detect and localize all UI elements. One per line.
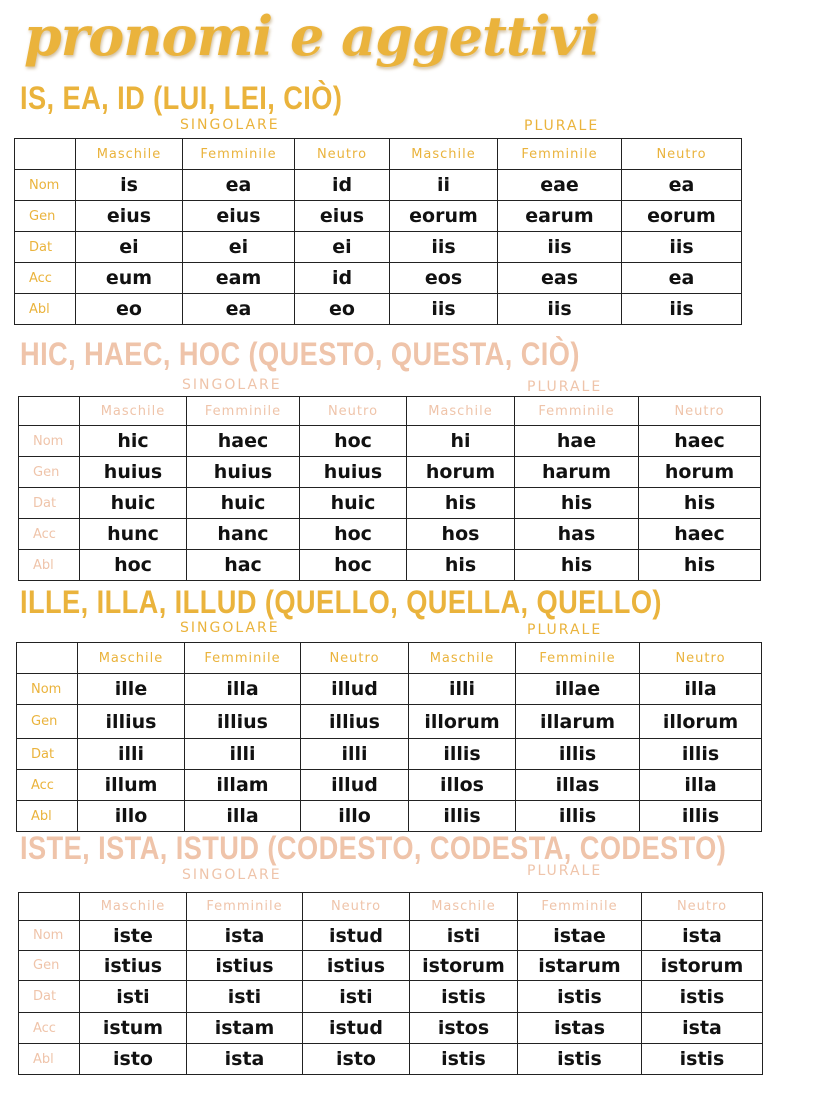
column-header: Neutro bbox=[622, 139, 742, 170]
header-row bbox=[19, 893, 763, 921]
form-cell: istarum bbox=[518, 951, 642, 981]
table-row bbox=[15, 263, 742, 294]
case-label: Dat bbox=[19, 981, 80, 1013]
table-row bbox=[17, 770, 762, 801]
case-label: Acc bbox=[15, 263, 76, 294]
section-heading: IS, EA, ID (LUI, LEI, CIÒ) bbox=[20, 80, 343, 116]
form-cell: haec bbox=[639, 519, 761, 550]
plurale-label: PLURALE bbox=[527, 622, 603, 638]
form-cell: eos bbox=[390, 263, 498, 294]
case-label: Dat bbox=[17, 739, 78, 770]
form-cell: eo bbox=[76, 294, 183, 325]
form-cell: hoc bbox=[300, 519, 407, 550]
column-header: Neutro bbox=[642, 893, 763, 921]
column-header: Maschile bbox=[80, 893, 187, 921]
form-cell: huius bbox=[300, 457, 407, 488]
form-cell: id bbox=[295, 263, 390, 294]
form-cell: ea bbox=[183, 170, 295, 201]
form-cell: illae bbox=[516, 674, 640, 705]
table-row bbox=[19, 1013, 763, 1044]
form-cell: illi bbox=[409, 674, 516, 705]
column-header: Maschile bbox=[410, 893, 518, 921]
form-cell: illarum bbox=[516, 705, 640, 739]
form-cell: illa bbox=[185, 674, 301, 705]
form-cell: istam bbox=[187, 1013, 303, 1044]
form-cell: earum bbox=[498, 201, 622, 232]
form-cell: illius bbox=[185, 705, 301, 739]
form-cell: his bbox=[407, 550, 515, 581]
form-cell: illorum bbox=[640, 705, 762, 739]
column-header: Femminile bbox=[498, 139, 622, 170]
section-heading: ISTE, ISTA, ISTUD (CODESTO, CODESTA, CODESTO) bbox=[20, 830, 727, 866]
table-row bbox=[19, 1044, 763, 1075]
column-header: Maschile bbox=[80, 397, 187, 426]
table-row bbox=[15, 232, 742, 263]
form-cell: huic bbox=[80, 488, 187, 519]
column-header: Femminile bbox=[183, 139, 295, 170]
case-label: Acc bbox=[19, 519, 80, 550]
case-label: Dat bbox=[19, 488, 80, 519]
form-cell: istae bbox=[518, 921, 642, 951]
form-cell: his bbox=[639, 550, 761, 581]
form-cell: istud bbox=[303, 1013, 410, 1044]
form-cell: id bbox=[295, 170, 390, 201]
table-row bbox=[19, 951, 763, 981]
table-row bbox=[19, 981, 763, 1013]
form-cell: iis bbox=[390, 232, 498, 263]
column-header: Femminile bbox=[185, 643, 301, 674]
column-header: Femminile bbox=[518, 893, 642, 921]
form-cell: illis bbox=[516, 739, 640, 770]
form-cell: isti bbox=[187, 981, 303, 1013]
form-cell: his bbox=[407, 488, 515, 519]
declension-table bbox=[18, 396, 761, 581]
form-cell: istorum bbox=[642, 951, 763, 981]
form-cell: illum bbox=[78, 770, 185, 801]
form-cell: hi bbox=[407, 426, 515, 457]
form-cell: eorum bbox=[390, 201, 498, 232]
form-cell: istis bbox=[642, 981, 763, 1013]
form-cell: ea bbox=[622, 263, 742, 294]
page-title: pronomi e aggettivi bbox=[24, 4, 600, 68]
form-cell: illa bbox=[640, 770, 762, 801]
form-cell: eius bbox=[76, 201, 183, 232]
table-row bbox=[17, 705, 762, 739]
table-row bbox=[19, 550, 761, 581]
form-cell: has bbox=[515, 519, 639, 550]
form-cell: iste bbox=[80, 921, 187, 951]
form-cell: illa bbox=[185, 801, 301, 832]
case-label: Nom bbox=[19, 921, 80, 951]
form-cell: huius bbox=[80, 457, 187, 488]
form-cell: eorum bbox=[622, 201, 742, 232]
case-label: Gen bbox=[17, 705, 78, 739]
form-cell: eam bbox=[183, 263, 295, 294]
form-cell: illos bbox=[409, 770, 516, 801]
form-cell: illo bbox=[78, 801, 185, 832]
declension-table bbox=[16, 642, 762, 832]
section-heading: HIC, HAEC, HOC (QUESTO, QUESTA, CIÒ) bbox=[20, 336, 580, 372]
column-header: Femminile bbox=[516, 643, 640, 674]
form-cell: hoc bbox=[300, 550, 407, 581]
declension-table bbox=[14, 138, 742, 325]
singolare-label: SINGOLARE bbox=[182, 377, 282, 393]
form-cell: hos bbox=[407, 519, 515, 550]
case-label: Abl bbox=[19, 550, 80, 581]
form-cell: illam bbox=[185, 770, 301, 801]
form-cell: hoc bbox=[300, 426, 407, 457]
case-label: Nom bbox=[15, 170, 76, 201]
case-label: Abl bbox=[19, 1044, 80, 1075]
case-label: Abl bbox=[17, 801, 78, 832]
case-label: Gen bbox=[19, 951, 80, 981]
form-cell: eius bbox=[295, 201, 390, 232]
form-cell: is bbox=[76, 170, 183, 201]
form-cell: horum bbox=[407, 457, 515, 488]
form-cell: eius bbox=[183, 201, 295, 232]
case-label: Nom bbox=[17, 674, 78, 705]
declension-table bbox=[18, 892, 763, 1075]
form-cell: illorum bbox=[409, 705, 516, 739]
form-cell: hanc bbox=[187, 519, 300, 550]
form-cell: huic bbox=[187, 488, 300, 519]
form-cell: hae bbox=[515, 426, 639, 457]
form-cell: illi bbox=[78, 739, 185, 770]
form-cell: his bbox=[515, 550, 639, 581]
form-cell: ille bbox=[78, 674, 185, 705]
case-label: Acc bbox=[19, 1013, 80, 1044]
header-row bbox=[17, 643, 762, 674]
form-cell: isti bbox=[303, 981, 410, 1013]
section-heading: ILLE, ILLA, ILLUD (QUELLO, QUELLA, QUELLO) bbox=[20, 584, 662, 620]
form-cell: isto bbox=[303, 1044, 410, 1075]
column-header: Femminile bbox=[187, 397, 300, 426]
corner-cell bbox=[15, 139, 76, 170]
form-cell: ista bbox=[642, 1013, 763, 1044]
form-cell: ei bbox=[183, 232, 295, 263]
form-cell: ista bbox=[187, 1044, 303, 1075]
form-cell: istas bbox=[518, 1013, 642, 1044]
column-header: Femminile bbox=[515, 397, 639, 426]
form-cell: istius bbox=[187, 951, 303, 981]
table-row bbox=[17, 674, 762, 705]
table-row bbox=[19, 457, 761, 488]
form-cell: eas bbox=[498, 263, 622, 294]
form-cell: iis bbox=[622, 294, 742, 325]
form-cell: istis bbox=[518, 1044, 642, 1075]
column-header: Femminile bbox=[187, 893, 303, 921]
form-cell: illud bbox=[301, 674, 409, 705]
column-header: Neutro bbox=[639, 397, 761, 426]
form-cell: ista bbox=[187, 921, 303, 951]
form-cell: illo bbox=[301, 801, 409, 832]
table-row bbox=[19, 519, 761, 550]
column-header: Maschile bbox=[409, 643, 516, 674]
table-row bbox=[19, 921, 763, 951]
form-cell: eum bbox=[76, 263, 183, 294]
form-cell: ea bbox=[183, 294, 295, 325]
form-cell: istius bbox=[303, 951, 410, 981]
table-row bbox=[17, 739, 762, 770]
form-cell: illius bbox=[301, 705, 409, 739]
column-header: Neutro bbox=[640, 643, 762, 674]
form-cell: istis bbox=[410, 981, 518, 1013]
column-header: Maschile bbox=[78, 643, 185, 674]
singolare-label: SINGOLARE bbox=[182, 867, 282, 883]
form-cell: istius bbox=[80, 951, 187, 981]
form-cell: ea bbox=[622, 170, 742, 201]
form-cell: his bbox=[515, 488, 639, 519]
form-cell: istis bbox=[642, 1044, 763, 1075]
form-cell: huius bbox=[187, 457, 300, 488]
plurale-label: PLURALE bbox=[527, 863, 603, 879]
case-label: Gen bbox=[15, 201, 76, 232]
singolare-label: SINGOLARE bbox=[180, 117, 280, 133]
form-cell: his bbox=[639, 488, 761, 519]
form-cell: isti bbox=[410, 921, 518, 951]
form-cell: iis bbox=[498, 232, 622, 263]
header-row bbox=[19, 397, 761, 426]
form-cell: eo bbox=[295, 294, 390, 325]
column-header: Neutro bbox=[295, 139, 390, 170]
corner-cell bbox=[19, 397, 80, 426]
form-cell: iis bbox=[390, 294, 498, 325]
form-cell: illis bbox=[409, 739, 516, 770]
form-cell: ei bbox=[295, 232, 390, 263]
header-row bbox=[15, 139, 742, 170]
column-header: Neutro bbox=[301, 643, 409, 674]
case-label: Abl bbox=[15, 294, 76, 325]
form-cell: illa bbox=[640, 674, 762, 705]
form-cell: illi bbox=[185, 739, 301, 770]
form-cell: istorum bbox=[410, 951, 518, 981]
case-label: Acc bbox=[17, 770, 78, 801]
case-label: Nom bbox=[19, 426, 80, 457]
form-cell: isto bbox=[80, 1044, 187, 1075]
form-cell: ii bbox=[390, 170, 498, 201]
form-cell: iis bbox=[622, 232, 742, 263]
column-header: Maschile bbox=[390, 139, 498, 170]
form-cell: haec bbox=[639, 426, 761, 457]
column-header: Neutro bbox=[300, 397, 407, 426]
form-cell: hoc bbox=[80, 550, 187, 581]
form-cell: ista bbox=[642, 921, 763, 951]
form-cell: istis bbox=[410, 1044, 518, 1075]
table-row bbox=[17, 801, 762, 832]
form-cell: istud bbox=[303, 921, 410, 951]
form-cell: illud bbox=[301, 770, 409, 801]
table-row bbox=[15, 170, 742, 201]
form-cell: horum bbox=[639, 457, 761, 488]
column-header: Neutro bbox=[303, 893, 410, 921]
table-row bbox=[15, 201, 742, 232]
form-cell: harum bbox=[515, 457, 639, 488]
plurale-label: PLURALE bbox=[527, 379, 603, 395]
form-cell: illis bbox=[640, 801, 762, 832]
form-cell: istos bbox=[410, 1013, 518, 1044]
form-cell: ei bbox=[76, 232, 183, 263]
form-cell: illius bbox=[78, 705, 185, 739]
form-cell: isti bbox=[80, 981, 187, 1013]
form-cell: illis bbox=[516, 801, 640, 832]
table-row bbox=[15, 294, 742, 325]
form-cell: illis bbox=[640, 739, 762, 770]
form-cell: eae bbox=[498, 170, 622, 201]
case-label: Gen bbox=[19, 457, 80, 488]
form-cell: huic bbox=[300, 488, 407, 519]
table-row bbox=[19, 488, 761, 519]
form-cell: hic bbox=[80, 426, 187, 457]
form-cell: illas bbox=[516, 770, 640, 801]
form-cell: illi bbox=[301, 739, 409, 770]
form-cell: hac bbox=[187, 550, 300, 581]
singolare-label: SINGOLARE bbox=[180, 620, 280, 636]
form-cell: iis bbox=[498, 294, 622, 325]
form-cell: istum bbox=[80, 1013, 187, 1044]
column-header: Maschile bbox=[76, 139, 183, 170]
plurale-label: PLURALE bbox=[524, 118, 600, 134]
corner-cell bbox=[19, 893, 80, 921]
table-row bbox=[19, 426, 761, 457]
corner-cell bbox=[17, 643, 78, 674]
column-header: Maschile bbox=[407, 397, 515, 426]
form-cell: istis bbox=[518, 981, 642, 1013]
form-cell: hunc bbox=[80, 519, 187, 550]
case-label: Dat bbox=[15, 232, 76, 263]
form-cell: illis bbox=[409, 801, 516, 832]
form-cell: haec bbox=[187, 426, 300, 457]
